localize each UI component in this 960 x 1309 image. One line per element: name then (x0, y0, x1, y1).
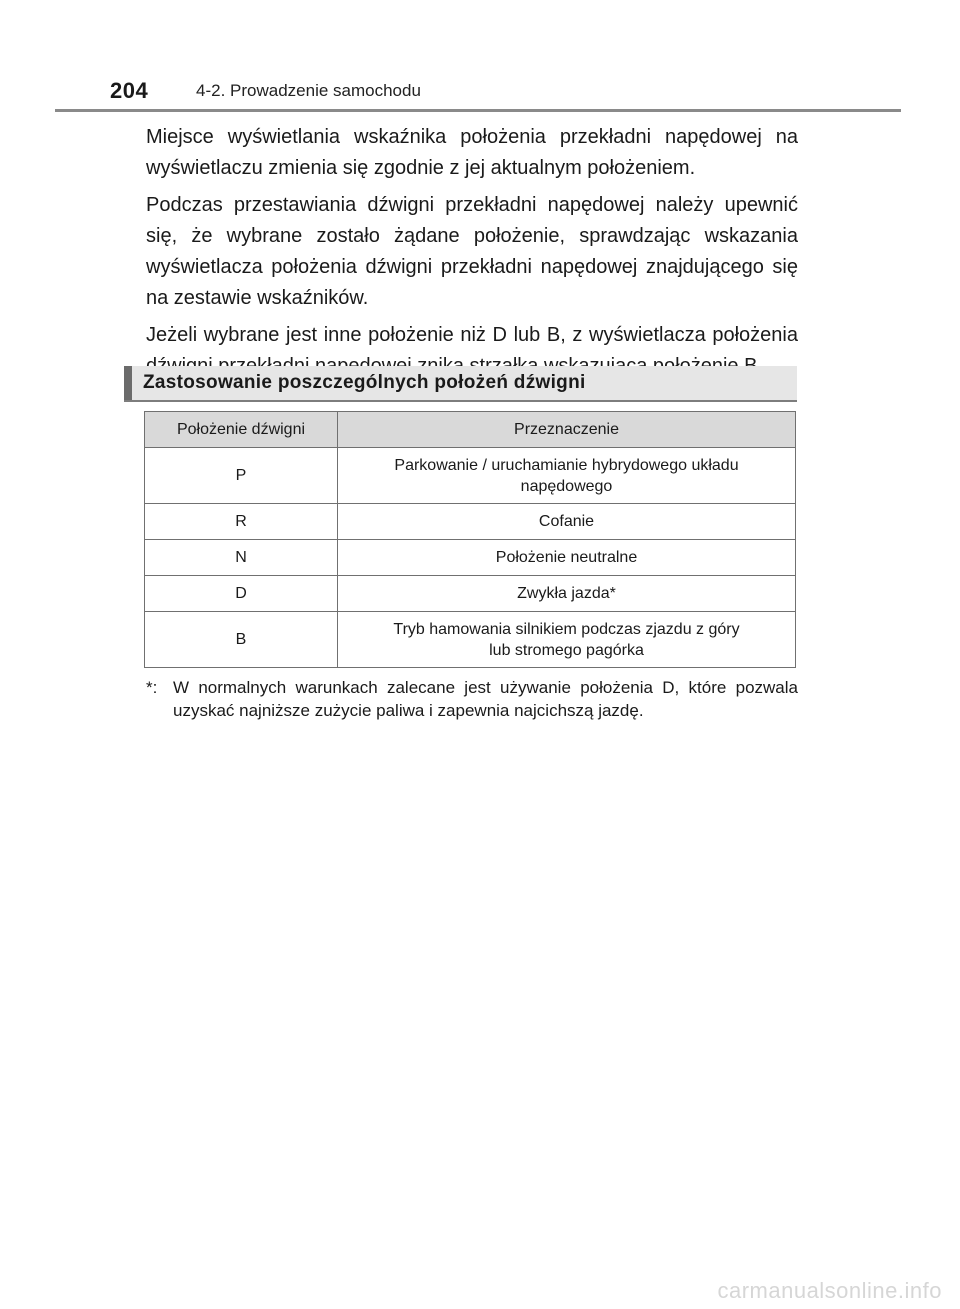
position-cell: R (145, 504, 338, 540)
footnote (146, 676, 798, 722)
position-cell: B (145, 612, 338, 668)
header-divider (55, 109, 901, 112)
table-row (145, 448, 796, 504)
body-text (146, 122, 798, 388)
page-number: 204 (110, 78, 149, 103)
purpose-line: lub stromego pagórka (489, 641, 644, 659)
footnote-text: W normalnych warunkach zalecane jest używanie położenia D, które pozwala uzyskać najniższe zużycie paliwa i zapewnia najcichszą jazdę. (173, 678, 798, 720)
footnote-mark: *: (146, 678, 158, 697)
watermark: carmanualsonline.info (717, 1278, 942, 1303)
purpose-cell (338, 612, 796, 668)
section-label: 4-2. Prowadzenie samochodu (196, 81, 421, 100)
header-purpose: Przeznaczenie (338, 412, 796, 448)
section-heading (124, 366, 797, 402)
purpose-line: napędowego (520, 477, 613, 495)
purpose-cell: Cofanie (338, 504, 796, 540)
heading-accent-bar (124, 366, 132, 400)
purpose-cell: Zwykła jazda* (338, 576, 796, 612)
table-row (145, 540, 796, 576)
section-heading-text: Zastosowanie poszczególnych położeń dźwigni (143, 372, 586, 393)
purpose-line: Tryb hamowania silnikiem podczas zjazdu z góry (393, 620, 740, 638)
header-position: Położenie dźwigni (145, 412, 338, 448)
table-row (145, 504, 796, 540)
position-cell: P (145, 448, 338, 504)
purpose-cell: Położenie neutralne (338, 540, 796, 576)
position-cell: D (145, 576, 338, 612)
paragraph-check-position: Podczas przestawiania dźwigni przekładni napędowej należy upewnić się, że wybrane zostało żądane położenie, sprawdzając wskazania wyświetlacza położenia dźwigni przekładni napędowej znajdującego się na zestawie wskaźników. (146, 194, 798, 309)
position-cell: N (145, 540, 338, 576)
lever-positions-table (144, 411, 796, 668)
table-header-row (145, 412, 796, 448)
paragraph-arrow-b: Jeżeli wybrane jest inne położenie niż D lub B, z wyświetlacza położenia (146, 324, 798, 346)
page-header (110, 76, 421, 106)
purpose-cell (338, 448, 796, 504)
table-row (145, 576, 796, 612)
table-row (145, 612, 796, 668)
purpose-line: Parkowanie / uruchamianie hybrydowego układu (394, 456, 739, 474)
paragraph-indicator-location: Miejsce wyświetlania wskaźnika położenia przekładni napędowej na wyświetlaczu zmienia się zgodnie z jej aktualnym położeniem. (146, 126, 798, 179)
